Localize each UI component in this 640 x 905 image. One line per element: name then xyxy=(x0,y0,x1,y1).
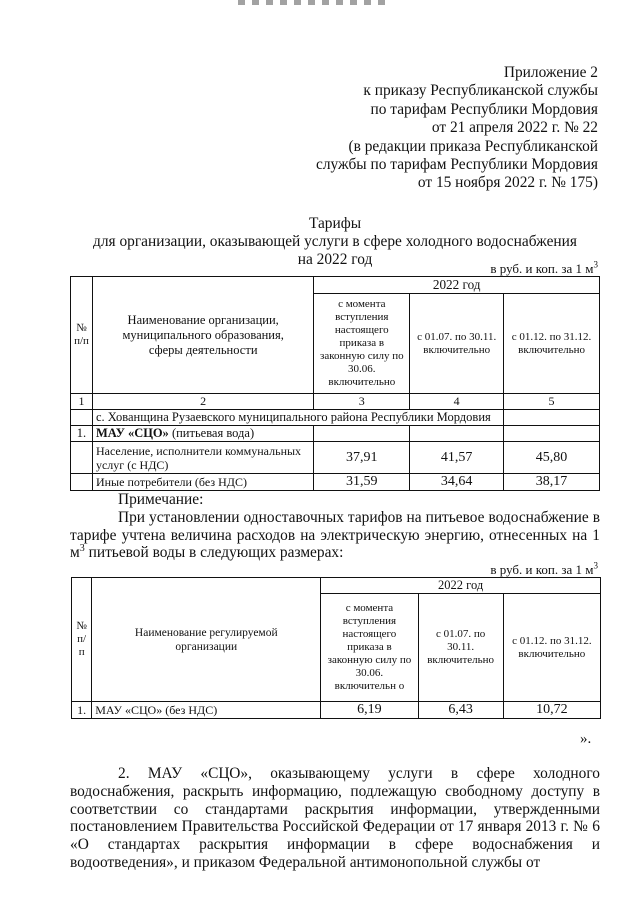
table2-unit-note: в руб. и коп. за 1 $м^3$ xyxy=(490,560,598,577)
note-heading: Примечание: xyxy=(118,491,204,508)
row-name: МАУ «СЦО» (без НДС) xyxy=(92,702,321,719)
appendix-line: службы по тарифам Республики Мордовия xyxy=(316,156,598,174)
col-number: 3 xyxy=(314,394,410,410)
org-row xyxy=(92,426,313,442)
table1-unit-note: в руб. и коп. за 1 $м^3$ xyxy=(490,259,598,276)
title-line: для организации, оказывающей услуги в сфере холодного водоснабжения xyxy=(93,233,577,250)
appendix-line: от 15 ноября 2022 г. № 175) xyxy=(417,174,598,192)
row-value: 34,64 xyxy=(410,474,504,491)
table-row xyxy=(71,474,600,491)
col-number: 2 xyxy=(92,394,313,410)
header-number: № п/ п xyxy=(72,578,92,702)
col-number: 1 xyxy=(71,394,93,410)
row-value: 38,17 xyxy=(504,474,600,491)
table-row xyxy=(71,442,600,474)
appendix-line: к приказу Республиканской службы xyxy=(363,82,598,100)
row-value: 6,19 xyxy=(321,702,418,719)
org-suffix: (питьевая вода) xyxy=(168,426,255,440)
table-row xyxy=(72,702,601,719)
appendix-line: Приложение 2 xyxy=(503,64,598,81)
appendix-line: (в редакции приказа Республиканской xyxy=(348,137,598,155)
title-line: Тарифы xyxy=(308,215,362,232)
closing-quote: ». xyxy=(580,731,592,747)
row-value: 45,80 xyxy=(504,442,600,474)
header-period-1: с момента вступления настоящего приказа в законную силу по 30.06. включительно xyxy=(314,294,410,394)
row-value: 37,91 xyxy=(314,442,410,474)
header-name: Наименование регулируемой организации xyxy=(92,578,321,702)
tariff-table xyxy=(70,276,600,491)
header-year: 2022 год xyxy=(321,578,601,594)
row-value: 6,43 xyxy=(418,702,503,719)
title-line: на 2022 год xyxy=(297,251,373,268)
paragraph-2: 2. МАУ «СЦО», оказывающему услуги в сфере холодного водоснабжения, раскрыть информацию, подлежащую свободному доступу в соответствии со стандартами раскрытия информации, утвержденными постановлением Правительства Российской Федерации от 17 января 2013 г. № 6 «О стандартах раскрытия информации в сфере водоснабжения и водоотведения», и приказом Федеральной антимонопольной службы от xyxy=(70,765,600,871)
row-number: 1. xyxy=(72,702,92,719)
header-name: Наименование организации, муниципального образования, сферы деятельности xyxy=(92,277,313,394)
row-name: Население, исполнители коммунальных услуг (с НДС) xyxy=(92,442,313,474)
header-period-3: с 01.12. по 31.12. включительно xyxy=(504,294,600,394)
header-number: № п/п xyxy=(71,277,93,394)
appendix-line: по тарифам Республики Мордовия xyxy=(370,100,598,118)
scan-artifact xyxy=(238,0,388,5)
electricity-table xyxy=(71,577,601,719)
header-period-3: с 01.12. по 31.12. включительно xyxy=(503,594,600,702)
appendix-line: от 21 апреля 2022 г. № 22 xyxy=(431,119,598,137)
row-value: 10,72 xyxy=(503,702,600,719)
org-number: 1. xyxy=(71,426,93,442)
region-row: с. Хованщина Рузаевского муниципального района Республики Мордовия xyxy=(92,410,503,426)
header-year: 2022 год xyxy=(314,277,600,294)
row-value: 41,57 xyxy=(410,442,504,474)
col-number: 4 xyxy=(410,394,504,410)
header-period-1: с момента вступления настоящего приказа в законную силу по 30.06. включительн о xyxy=(321,594,418,702)
appendix-block xyxy=(316,64,598,193)
note-paragraph: При установлении одноставочных тарифов на питьевое водоснабжение в тарифе учтена величина расходов на электрическую энергию, отнесенных на 1 $м^3$ питьевой воды в следующих размерах: xyxy=(70,509,600,562)
header-period-2: с 01.07. по 30.11. включительно xyxy=(410,294,504,394)
org-name: МАУ «СЦО» xyxy=(95,426,169,440)
col-number: 5 xyxy=(504,394,600,410)
row-value: 31,59 xyxy=(314,474,410,491)
row-name: Иные потребители (без НДС) xyxy=(92,474,313,491)
header-period-2: с 01.07. по 30.11. включительно xyxy=(418,594,503,702)
